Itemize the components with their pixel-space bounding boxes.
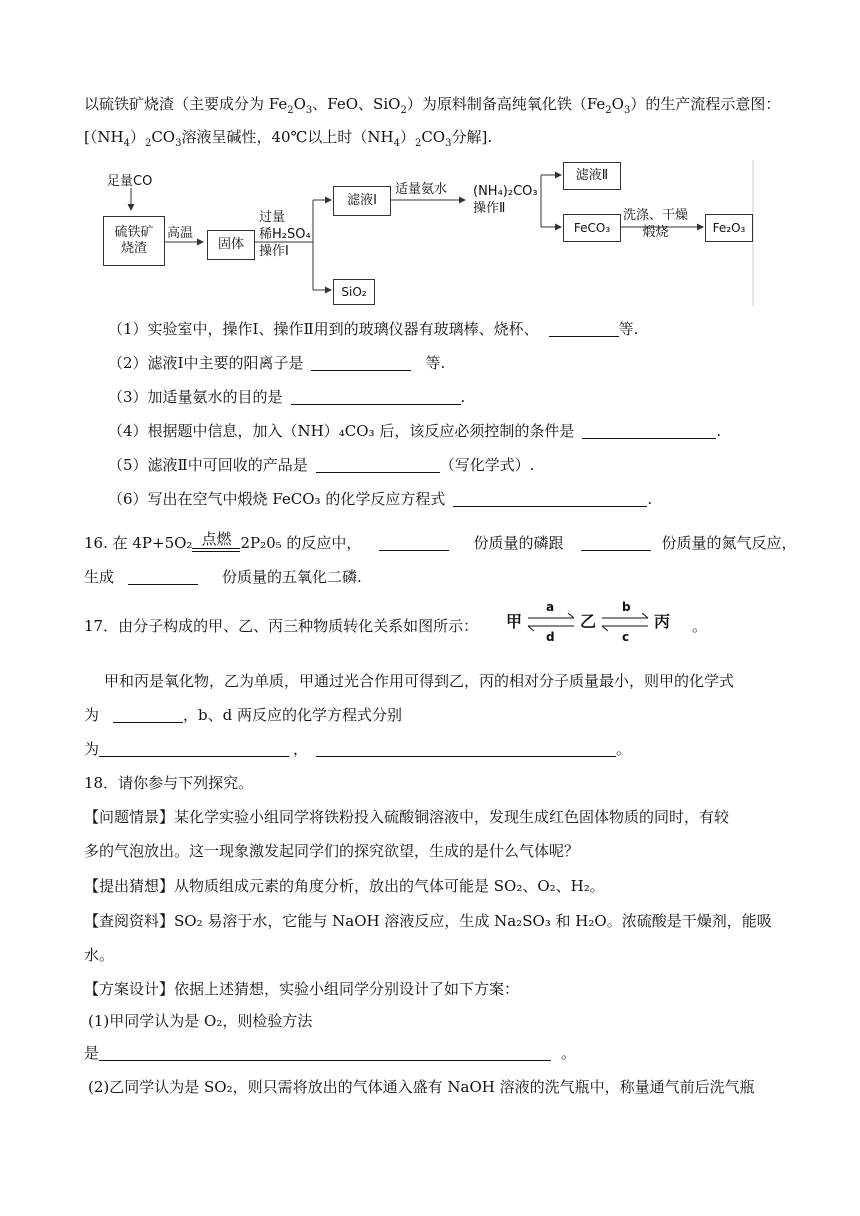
node-jia: 甲 — [506, 612, 523, 631]
arrow-d-label: d — [546, 630, 555, 644]
question-text: （3）加适量氨水的目的是 — [108, 388, 283, 406]
ignite-label: 点燃 — [201, 530, 232, 548]
ammonia-label: 适量氨水 — [395, 182, 448, 197]
node-yi: 乙 — [580, 612, 597, 631]
answer-blank[interactable] — [549, 320, 619, 337]
q18-title: 18．请你参与下列探究。 — [84, 774, 254, 792]
question-text: 。 — [616, 740, 632, 758]
question-text: ，b、d 两反应的化学方程式分别 — [183, 706, 402, 724]
q15-line-3 — [108, 386, 465, 407]
carbonate-label — [473, 184, 538, 218]
question-text: 份质量的氮气反应， — [661, 534, 797, 552]
answer-blank[interactable] — [581, 534, 651, 551]
intro-text: ） — [399, 128, 415, 146]
intro-text: [（NH — [84, 128, 124, 146]
answer-blank[interactable] — [311, 354, 411, 371]
question-text: 2P₂0₅ 的反应中， — [240, 534, 362, 552]
acid-text: 过量 稀H₂SO₄ 操作Ⅰ — [259, 210, 311, 259]
answer-blank[interactable] — [316, 740, 616, 757]
filtrate1-box — [333, 186, 391, 216]
question-text: （1）实验室中，操作Ⅰ、操作Ⅱ用到的玻璃仪器有玻璃棒、烧杯、 — [108, 320, 539, 338]
arrow-a-label: a — [546, 600, 555, 614]
intro-text: ） — [129, 128, 145, 146]
filtrate2-box — [563, 162, 621, 190]
question-text: ， — [293, 740, 309, 758]
q17-stem-end: 。 — [692, 617, 708, 635]
answer-blank[interactable] — [113, 706, 183, 723]
question-text: 。 — [561, 1044, 577, 1062]
intro-text: 、FeO、SiO — [312, 95, 401, 113]
fe2o3-label: Fe₂O₃ — [712, 220, 746, 235]
question-text: 为 — [84, 706, 100, 724]
question-text: 为 — [84, 740, 100, 758]
intro-line-2: [$(NH_4)_2CO_3$溶液呈碱性，40℃以上时$(NH_4)_2CO_3$分解]. — [84, 128, 493, 149]
acid-label — [259, 210, 311, 261]
q18-background-2: 多的气泡放出。这一现象激发起同学们的探究欲望，生成的是什么气体呢？ — [84, 842, 580, 860]
q17-relation-diagram — [506, 598, 682, 648]
q18-background-1: 【问题情景】某化学实验小组同学将铁粉投入硫酸铜溶液中，发现生成红色固体物质的同时，有较 — [84, 808, 730, 826]
question-text: 16. 在 4P+5O₂ — [84, 534, 193, 552]
intro-text: O — [611, 95, 624, 113]
question-text: 份质量的五氧化二磷. — [222, 568, 362, 586]
answer-blank[interactable] — [379, 534, 449, 551]
filtrate1-label: 滤液Ⅰ — [347, 192, 377, 208]
intro-text: CO — [421, 128, 446, 146]
question-text: . — [647, 490, 653, 508]
sio2-box — [333, 279, 375, 305]
answer-blank[interactable] — [291, 388, 461, 405]
double-bar — [192, 548, 240, 552]
q16-line-2 — [84, 566, 362, 587]
arrow-c-label: c — [622, 630, 630, 644]
carbonate-text: (NH₄)₂CO₃ 操作Ⅱ — [473, 184, 538, 216]
q18-info-2: 水。 — [84, 946, 115, 964]
co-label: 足量CO — [107, 174, 153, 189]
intro-text: ）的生产流程示意图： — [630, 95, 781, 113]
question-text: （6）写出在空气中煅烧 FeCO₃ 的化学反应方程式 — [108, 490, 446, 508]
high-temp-label: 高温 — [167, 226, 194, 241]
q16-line-1 — [84, 528, 796, 553]
intro-line-1: 以硫铁矿烧渣（主要成分为 $Fe_2O_3$、FeO、SiO$_2$）为原料制备高纯氧化铁$(Fe_2O_3)$的生产流程示意图： — [84, 95, 781, 116]
q17-para-2 — [84, 704, 402, 725]
question-text: 份质量的磷跟 — [473, 534, 564, 552]
answer-blank[interactable] — [316, 456, 440, 473]
answer-blank[interactable] — [128, 568, 198, 585]
question-text: 是 — [84, 1044, 100, 1062]
feco3-label: FeCO₃ — [573, 220, 611, 235]
question-text: （4）根据题中信息，加入（NH）₄CO₃ 后，该反应必须控制的条件是 — [108, 422, 575, 440]
q17-stem — [84, 615, 478, 636]
answer-blank[interactable] — [582, 422, 716, 439]
answer-blank[interactable] — [99, 1044, 551, 1061]
q17-para-3 — [84, 738, 631, 759]
intro-text: ）为原料制备高纯氧化铁（Fe — [406, 95, 606, 113]
flow-diagram — [95, 160, 755, 306]
question-text: （2）滤液Ⅰ中主要的阳离子是 — [108, 354, 304, 372]
ignite-condition — [192, 528, 240, 549]
question-text: （写化学式）. — [439, 456, 535, 474]
q15-line-6 — [108, 488, 652, 509]
question-text: 甲和丙是氧化物，乙为单质，甲通过光合作用可得到乙，丙的相对分子质量最小，则甲的化学式 — [104, 672, 735, 690]
q18-b1: (2)乙同学认为是 SO₂，则只需将放出的气体通入盛有 NaOH 溶液的洗气瓶中，称量通气前后洗气瓶 — [88, 1078, 755, 1096]
wash-text: 洗涤、干燥 煅烧 — [623, 208, 689, 240]
question-text: 等. — [618, 320, 639, 338]
question-text: . — [716, 422, 722, 440]
q15-line-5 — [108, 454, 535, 475]
intro-text: 以硫铁矿烧渣（主要成分为 Fe — [84, 95, 288, 113]
q18-design: 【方案设计】依据上述猜想，实验小组同学分别设计了如下方案： — [84, 980, 520, 998]
question-text: 17．由分子构成的甲、乙、丙三种物质转化关系如图所示： — [84, 617, 479, 635]
question-text: 生成 — [84, 568, 115, 586]
node-bing: 丙 — [654, 612, 671, 631]
q15-line-4 — [108, 420, 721, 441]
question-text: （5）滤液Ⅱ中可回收的产品是 — [108, 456, 308, 474]
q18-a2 — [84, 1042, 576, 1063]
arrow-b-label: b — [622, 600, 631, 614]
sio2-label: SiO₂ — [341, 284, 367, 299]
question-text: 等. — [425, 354, 446, 372]
q15-line-1 — [108, 318, 638, 339]
intro-text: 分解]. — [451, 128, 493, 146]
q18-info-1: 【查阅资料】SO₂ 易溶于水，它能与 NaOH 溶液反应，生成 Na₂SO₃ 和 H₂O。浓硫酸是干燥剂，能吸 — [84, 912, 772, 930]
solid-box — [207, 230, 255, 260]
question-text: . — [460, 388, 466, 406]
intro-text: CO — [151, 128, 176, 146]
fe2o3-box — [705, 214, 753, 242]
ore-label: 硫铁矿 烧渣 — [114, 224, 154, 256]
q18-guess: 【提出猜想】从物质组成元素的角度分析，放出的气体可能是 SO₂、O₂、H₂。 — [84, 877, 605, 895]
solid-label: 固体 — [217, 236, 244, 252]
q15-line-2 — [108, 352, 445, 373]
feco3-box — [563, 214, 621, 242]
q17-para-1 — [104, 670, 734, 691]
wash-label — [623, 208, 688, 242]
ore-box — [103, 216, 165, 266]
intro-text: 溶液呈碱性，40℃以上时（NH — [181, 128, 394, 146]
answer-blank[interactable] — [453, 490, 647, 507]
filtrate2-label: 滤液Ⅱ — [575, 167, 609, 183]
intro-text: O — [293, 95, 306, 113]
q18-a1: (1)甲同学认为是 O₂，则检验方法 — [88, 1012, 313, 1030]
answer-blank[interactable] — [99, 740, 289, 757]
